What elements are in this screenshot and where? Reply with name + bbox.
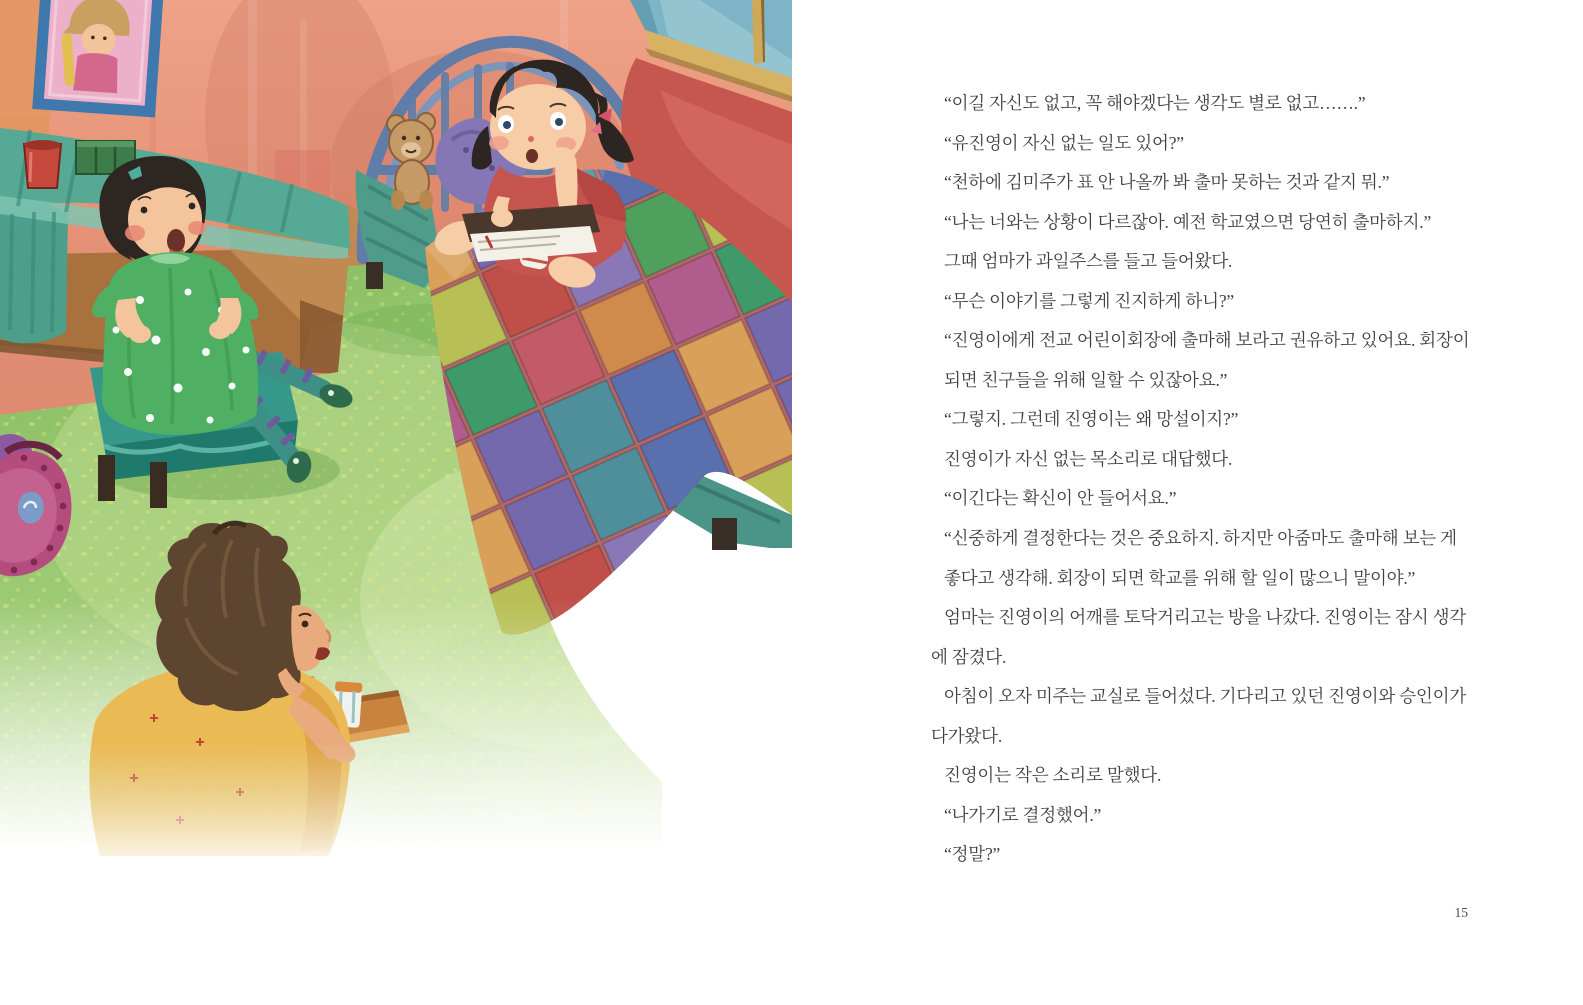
quilt-square [663,650,755,742]
quilt-square [730,620,792,712]
open-mouth [167,229,185,253]
text-line-12: “신중하게 결정한다는 것은 중요하지. 하지만 아줌마도 출마해 보는 게 [944,528,1457,549]
quilt-square [633,583,725,675]
text-line-13: 좋다고 생각해. 회장이 되면 학교를 위해 할 일이 많으니 말이야.” [944,567,1416,588]
bedroom-illustration [0,0,792,1000]
text-line-7: “진영이에게 전교 어린이회장에 출마해 보라고 권유하고 있어요. 회장이 [944,330,1470,351]
text-block [931,84,1471,875]
framed-picture [38,0,158,112]
text-line-14: 엄마는 진영이의 어깨를 토닥거리고는 방을 나갔다. 진영이는 잠시 생각 [944,607,1467,628]
text-line-18: 진영이는 작은 소리로 말했다. [944,765,1162,786]
text-line-2: “유진영이 자신 없는 일도 있어?” [944,132,1184,153]
notebook [462,204,600,262]
text-line-3: “천하에 김미주가 표 안 나올까 봐 출마 못하는 것과 같지 뭐.” [944,172,1390,193]
text-line-11: “이긴다는 확신이 안 들어서요.” [944,488,1177,509]
text-line-6: “무슨 이야기를 그렇게 진지하게 하니?” [944,290,1234,311]
red-cup [24,140,61,188]
text-line-5: 그때 엄마가 과일주스를 들고 들어왔다. [944,251,1233,272]
text-line-17: 다가왔다. [931,725,1002,746]
page-number: 15 [1454,905,1468,920]
text-line-20: “정말?” [944,844,1001,865]
text-line-19: “나가기로 결정했어.” [944,804,1102,825]
text-line-8: 되면 친구들을 위해 일할 수 있잖아요.” [944,369,1228,390]
quilt-square [700,553,792,645]
text-line-4: “나는 너와는 상황이 다르잖아. 예전 학교였으면 당연히 출마하지.” [944,211,1432,232]
text-line-16: 아침이 오자 미주는 교실로 들어섰다. 기다리고 있던 진영이와 승인이가 [944,686,1467,707]
text-line-15: 에 잠겼다. [931,646,1007,667]
green-dress [92,252,258,435]
text-line-10: 진영이가 자신 없는 목소리로 대답했다. [944,448,1233,469]
text-line-1: “이길 자신도 없고, 꼭 해야겠다는 생각도 별로 없고…….” [944,93,1366,113]
left-page-illustration [0,0,792,1000]
text-line-9: “그렇지. 그런데 진영이는 왜 망설이지?” [944,409,1239,430]
